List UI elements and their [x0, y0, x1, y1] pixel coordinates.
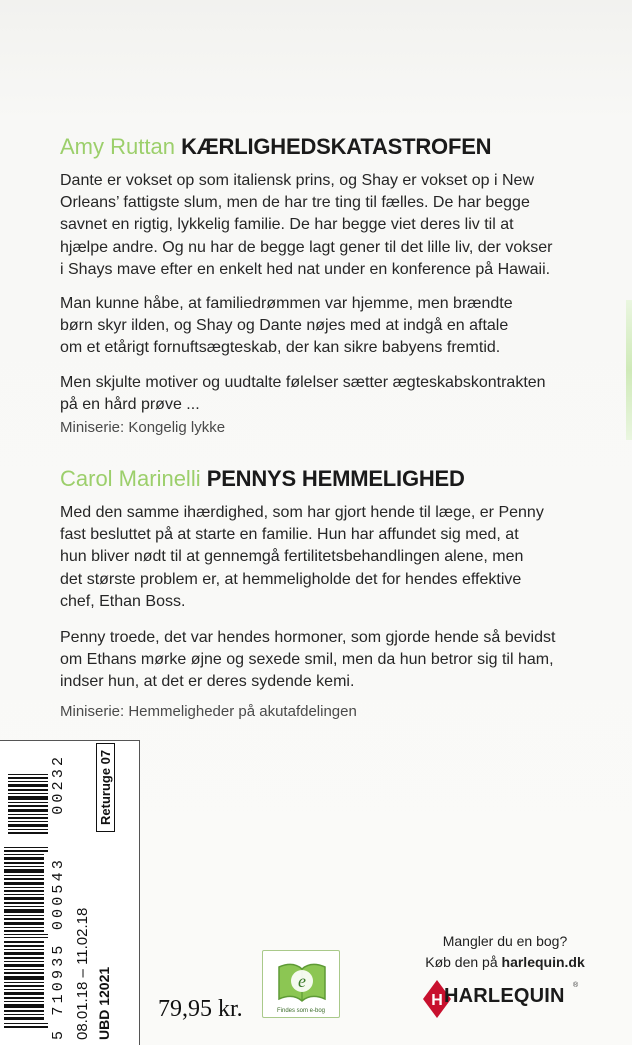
return-week-badge: Returuge 07 [96, 743, 115, 832]
barcode-panel [0, 740, 140, 1045]
logo-wordmark: HARLEQUIN [444, 985, 565, 1007]
price: 79,95 kr. [158, 996, 243, 1022]
barcode-icon [4, 758, 48, 1028]
spine-edge-decoration [626, 300, 632, 440]
ebook-letter: e [298, 971, 306, 991]
barcode-addon: 00232 [50, 753, 67, 815]
blurb-paragraph: Men skjulte motiver og uudtalte følelser sætter ægteskabskontrakten på en hård prøve ... [60, 373, 546, 413]
book-heading [60, 134, 580, 160]
book-blurb-2 [60, 466, 580, 722]
miniserie-label: Miniserie: Kongelig lykke [60, 419, 226, 437]
registered-mark: ® [573, 982, 579, 989]
blurb-paragraph: Penny troede, det var hendes hormoner, som gjorde hende så bevidst om Ethans mørke øjne og sexede smil, men da hun betror sig til ham, indser hun, at det er deres sydende kemi. [60, 629, 556, 691]
svg-text:H: H [431, 992, 443, 1009]
ubd-code: UBD 12021 [96, 966, 112, 1040]
ebook-icon [263, 953, 341, 1009]
promo-link[interactable]: harlequin.dk [501, 954, 585, 970]
miniserie-label: Miniserie: Hemmeligheder på akutafdelingen [60, 702, 357, 720]
book-title: PENNYS HEMMELIGHED [206, 466, 465, 491]
harlequin-logo [422, 976, 592, 1022]
book-author: Amy Ruttan [60, 134, 175, 159]
barcode-rotated-group [0, 741, 140, 1045]
ebook-caption: Findes som e-bog [276, 1008, 326, 1014]
promo-line-2 [420, 952, 590, 973]
buy-promo [420, 931, 590, 973]
book-blurb-1 [60, 134, 580, 438]
barcode-number [50, 754, 67, 1040]
return-dates: 08.01.18 – 11.02.18 [74, 907, 91, 1040]
promo-line-1: Mangler du en bog? [442, 933, 568, 949]
book-title: KÆRLIGHEDSKATASTROFEN [181, 134, 492, 159]
barcode-digits: 5 710935 000543 [50, 856, 67, 1040]
promo-prefix: Køb den på [425, 954, 502, 970]
blurb-paragraph: Dante er vokset op som italiensk prins, og Shay er vokset op i New Orleans’ fattigste slum, men de har tre ting til fælles. De har begge savnet en rigtig, lykkelig familie. De har begge viet deres liv til at hjælpe andre. Og nu har de begge lagt gener til det lille liv, der vokser i Shays mave efter en enkelt hed nat under en konference på Hawaii. [60, 172, 553, 278]
book-author: Carol Marinelli [60, 466, 201, 491]
book-heading [60, 466, 580, 492]
ebook-badge [262, 950, 340, 1018]
blurb-paragraph: Med den samme ihærdighed, som har gjort hende til læge, er Penny fast besluttet på at starte en familie. Hun har affundet sig med, at hun bliver nødt til at gennemgå fertilitetsbehandlingen alene, men det største problem er, at hemmeligholde det for hendes effektive chef, Ethan Boss. [60, 504, 544, 610]
blurb-paragraph: Man kunne håbe, at familiedrømmen var hjemme, men brændte børn skyr ilden, og Shay og Dante nøjes med at indgå en aftale om et etårigt fornuftsægteskab, der kan sikre babyens fremtid. [60, 295, 513, 357]
